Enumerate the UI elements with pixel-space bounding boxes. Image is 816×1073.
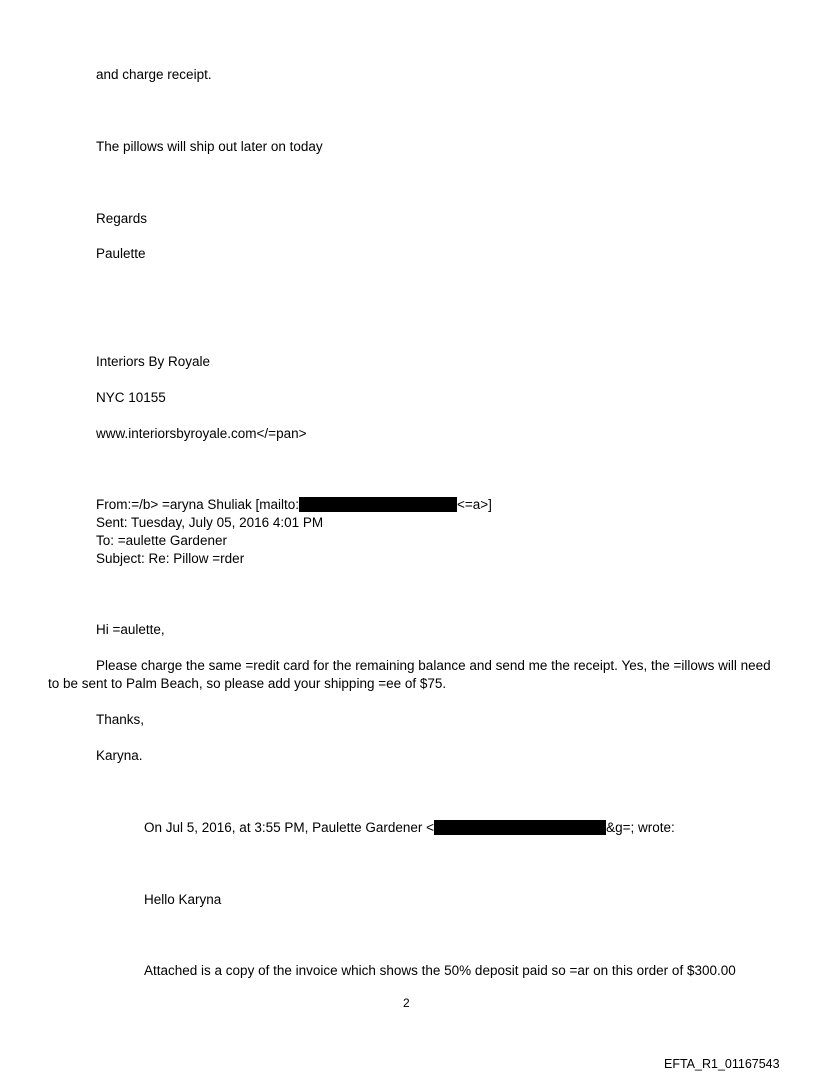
signature-paulette: Paulette (96, 246, 146, 261)
redaction-box (299, 497, 457, 512)
regards-line: Regards (96, 211, 148, 226)
reply-signature: Karyna. (96, 748, 143, 763)
document-id: EFTA_R1_01167543 (664, 1057, 780, 1071)
page-number: 2 (403, 996, 410, 1010)
charge-receipt-line: and charge receipt. (96, 67, 212, 82)
reply-greeting: Hi =aulette, (96, 622, 165, 637)
company-city: NYC 10155 (96, 390, 166, 405)
company-name: Interiors By Royale (96, 354, 211, 369)
quoted-attached-line: Attached is a copy of the invoice which shows the 50% deposit paid so =ar on this order of $300.00 (144, 963, 736, 978)
quoted-suffix: &g=; wrote: (606, 820, 675, 835)
reply-thanks: Thanks, (96, 712, 145, 727)
redaction-box (434, 820, 606, 835)
email-from-line (96, 497, 492, 513)
reply-body-line-2: to be sent to Palm Beach, so please add your shipping =ee of $75. (48, 676, 447, 691)
from-prefix: From:=/b> =aryna Shuliak [mailto: (96, 497, 299, 512)
pillows-ship-line: The pillows will ship out later on today (96, 139, 323, 154)
from-suffix: <=a>] (456, 497, 492, 512)
email-subject-line: Subject: Re: Pillow =rder (96, 551, 245, 566)
quoted-header-line (144, 820, 675, 836)
email-to-line: To: =aulette Gardener (96, 533, 227, 548)
company-website: www.interiorsbyroyale.com</=pan> (96, 426, 307, 441)
quoted-hello: Hello Karyna (144, 892, 222, 907)
email-sent-line: Sent: Tuesday, July 05, 2016 4:01 PM (96, 515, 324, 530)
quoted-prefix: On Jul 5, 2016, at 3:55 PM, Paulette Gardener < (144, 820, 435, 835)
reply-body-line-1: Please charge the same =redit card for the remaining balance and send me the receipt. Yes, the =illows will need (96, 658, 771, 673)
